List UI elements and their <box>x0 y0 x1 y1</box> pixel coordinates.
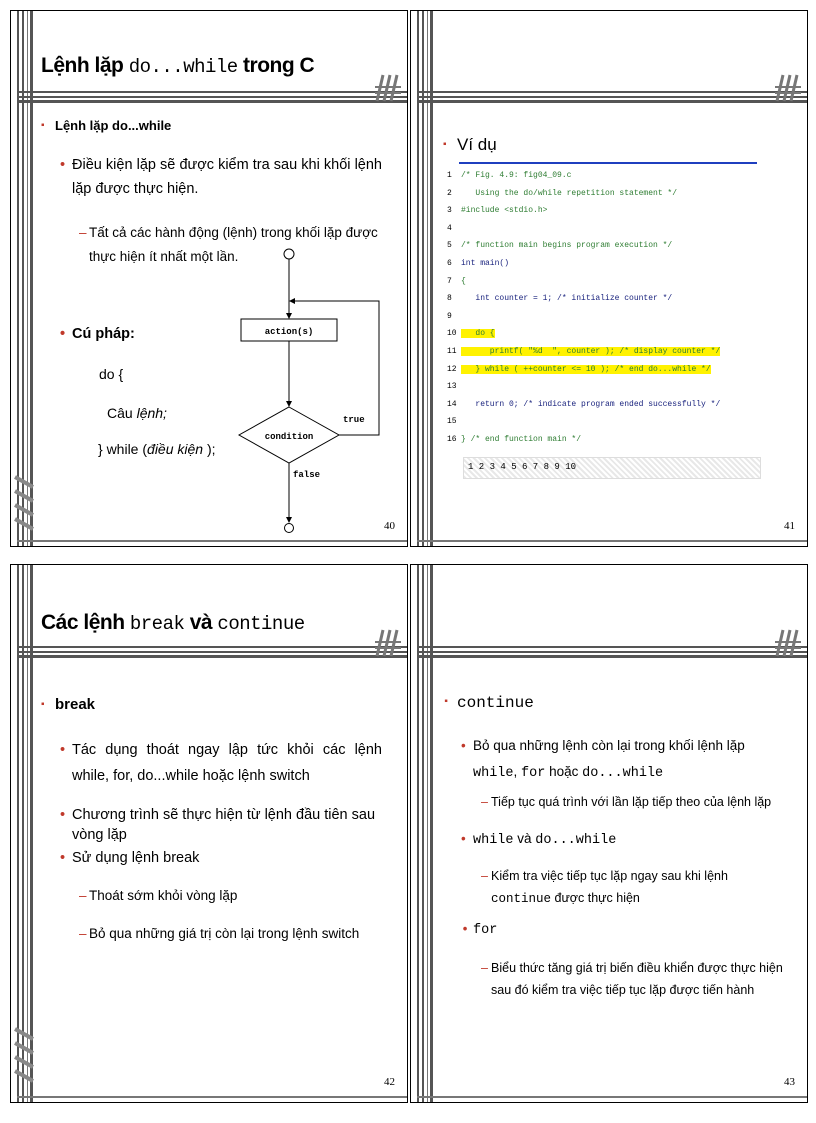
bullet-continue: ▪ continue <box>457 693 534 713</box>
syntax-line-1: do { <box>99 366 124 382</box>
line-number: 4 <box>447 223 452 233</box>
flow-condition-label: condition <box>264 432 314 442</box>
slide-title: Lệnh lặp do...while trong C <box>41 54 315 78</box>
syntax-line-2: Câu lệnh; <box>107 405 167 421</box>
slide-frame-horizontal <box>417 91 807 103</box>
side-decoration-icon <box>13 473 35 533</box>
code-text: do { <box>461 329 495 339</box>
code-text: int main() <box>461 259 510 268</box>
code-line <box>447 347 721 356</box>
sub-bullet-for: • for <box>473 921 497 941</box>
code-text: int counter = 1; /* initialize counter */ <box>461 294 673 304</box>
slide-frame-horizontal <box>417 646 807 658</box>
flow-action-label: action(s) <box>264 327 314 337</box>
program-output-box <box>463 457 761 479</box>
line-number: 13 <box>447 382 457 392</box>
sub-bullet-condition: • Điều kiện lặp sẽ được kiểm tra sau khi khối lệnh lặp được thực hiện. <box>72 153 382 201</box>
code-text: } while ( ++counter <= 10 ); /* end do...while */ <box>461 364 711 374</box>
sub-bullet-check-continue: – Kiểm tra việc tiếp tục lặp ngay sau khi lệnh continue được thực hiện <box>491 865 791 910</box>
line-number: 7 <box>447 276 452 286</box>
slide-42 <box>10 564 408 1103</box>
code-line <box>447 259 510 268</box>
side-decoration-icon <box>13 1025 35 1085</box>
code-line <box>447 171 572 180</box>
code-text: } /* end function main */ <box>461 435 582 444</box>
sub-bullet-while-do-while: • while và do...while <box>473 829 616 851</box>
slide-bottom-rule <box>17 540 407 542</box>
sub-bullet-increment-expression: – Biểu thức tăng giá trị biến điều khiển được thực hiện sau đó kiểm tra việc tiếp tục lặp được tiến hành <box>491 957 791 1001</box>
slide-frame-horizontal <box>17 91 407 103</box>
corner-decoration-icon <box>375 73 401 103</box>
slide-frame-horizontal <box>17 646 407 658</box>
code-text: Using the do/while repetition statement */ <box>461 188 678 198</box>
slide-bottom-rule <box>17 1096 407 1098</box>
flowchart <box>231 243 391 533</box>
line-number: 12 <box>447 364 457 374</box>
line-number: 10 <box>447 329 457 339</box>
line-number: 6 <box>447 259 452 268</box>
line-number: 3 <box>447 206 452 216</box>
code-top-rule <box>459 162 757 164</box>
code-text: /* function main begins program execution */ <box>461 241 673 251</box>
code-line <box>447 399 721 409</box>
sub-bullet-break-effect: • Tác dụng thoát ngay lập tức khỏi các lệnh while, for, do...while hoặc lệnh switch <box>72 737 382 789</box>
corner-decoration-icon <box>775 628 801 658</box>
corner-decoration-icon <box>775 73 801 103</box>
line-number: 8 <box>447 294 452 304</box>
slide-41 <box>410 10 808 547</box>
sub-bullet-skip-switch: – Bỏ qua những giá trị còn lại trong lệnh switch <box>89 924 359 944</box>
program-output: 1 2 3 4 5 6 7 8 9 10 <box>468 462 577 472</box>
flow-start-node <box>284 249 294 259</box>
syntax-line-3: } while (điều kiện ); <box>98 441 216 457</box>
line-number: 16 <box>447 435 457 444</box>
line-number: 5 <box>447 241 452 251</box>
code-line <box>447 206 548 216</box>
sub-bullet-use-break: • Sử dụng lệnh break <box>72 848 199 868</box>
flow-true-label: true <box>343 415 365 425</box>
code-text: /* Fig. 4.9: fig04_09.c <box>461 171 572 180</box>
slide-43 <box>410 564 808 1103</box>
code-line <box>447 294 673 304</box>
slide-bottom-rule <box>417 1096 807 1098</box>
sub-bullet-after-loop: • Chương trình sẽ thực hiện từ lệnh đầu tiên sau vòng lặp <box>72 805 392 845</box>
code-line <box>447 329 495 339</box>
code-line <box>447 241 673 251</box>
line-number: 11 <box>447 347 457 356</box>
sub-bullet-skip-remaining: • Bỏ qua những lệnh còn lại trong khối lệnh lặp while, for hoặc do...while <box>473 733 791 787</box>
bullet-do-while: ▪ Lệnh lặp do...while <box>55 116 171 136</box>
line-number: 14 <box>447 399 457 409</box>
code-line <box>447 276 466 286</box>
sub-bullet-at-least-once: – Tất cả các hành động (lệnh) trong khối lặp được thực hiện ít nhất một lần. <box>89 221 389 269</box>
code-text: printf( "%d ", counter ); /* display counter */ <box>461 347 721 356</box>
flow-end-node <box>285 524 294 533</box>
code-text: #include <stdio.h> <box>461 206 548 216</box>
bullet-break: ▪ break <box>55 695 95 715</box>
sub-bullet-next-iteration: – Tiếp tục quá trình với lần lặp tiếp theo của lệnh lặp <box>491 792 771 812</box>
page-number: 43 <box>784 1076 795 1088</box>
code-line <box>447 188 678 198</box>
slide-title: Các lệnh break và continue <box>41 611 305 635</box>
page-number: 41 <box>784 520 795 532</box>
page-number: 40 <box>384 520 395 532</box>
corner-decoration-icon <box>375 628 401 658</box>
sub-bullet-syntax: • Cú pháp: <box>72 324 135 344</box>
code-line <box>447 435 582 444</box>
line-number: 9 <box>447 311 452 321</box>
slide-bottom-rule <box>417 540 807 542</box>
sub-bullet-exit-early: – Thoát sớm khỏi vòng lặp <box>89 886 237 906</box>
code-text: { <box>461 276 466 286</box>
page-number: 42 <box>384 1076 395 1088</box>
line-number: 1 <box>447 171 452 180</box>
code-line <box>447 364 711 374</box>
bullet-example: ▪ Ví dụ <box>457 135 497 155</box>
code-text: return 0; /* indicate program ended successfully */ <box>461 399 721 409</box>
line-number: 15 <box>447 417 457 427</box>
flow-false-label: false <box>293 470 321 480</box>
line-number: 2 <box>447 188 452 198</box>
slide-40 <box>10 10 408 547</box>
